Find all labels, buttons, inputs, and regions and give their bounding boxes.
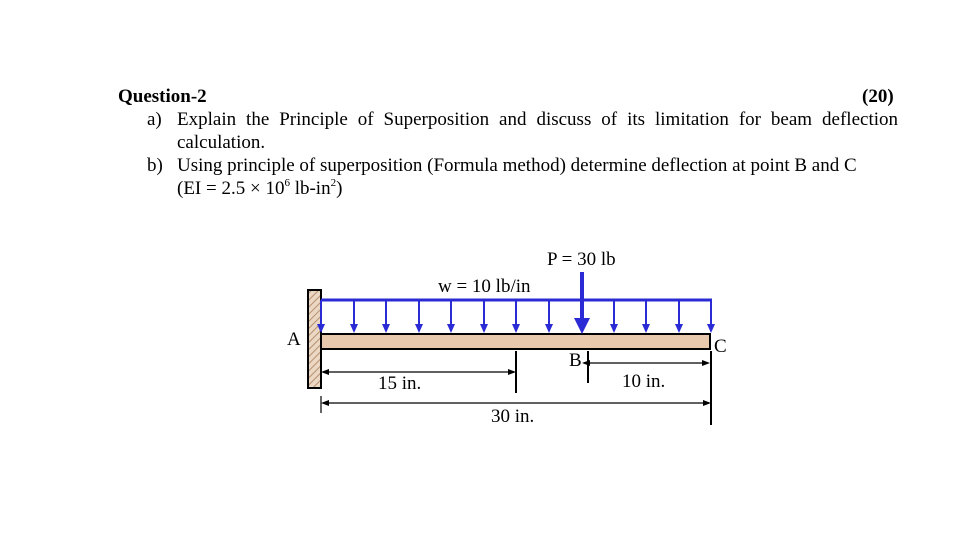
dim-arrowhead [508, 369, 516, 375]
question-title: Question-2 [118, 86, 207, 107]
distributed-load-arrowhead [415, 324, 423, 333]
point-load-arrowhead [574, 318, 590, 334]
distributed-load-arrowhead [610, 324, 618, 333]
distributed-load-arrowhead [545, 324, 553, 333]
distributed-load-arrowhead [350, 324, 358, 333]
load-p-label: P = 30 lb [547, 249, 616, 270]
part-b-label: b) [147, 155, 163, 176]
distributed-load-arrowhead [642, 324, 650, 333]
distributed-load-arrowhead [382, 324, 390, 333]
dim-ab-label: 15 in. [378, 373, 422, 394]
part-b-text-line1: Using principle of superposition (Formula method) determine deflection at point B and C [177, 155, 857, 176]
point-a-label: A [287, 329, 301, 350]
part-a-text-line2: calculation. [177, 132, 266, 153]
distributed-load-arrows [317, 300, 715, 333]
dim-bc-label: 10 in. [622, 371, 666, 392]
dim-arrowhead [703, 400, 711, 406]
dim-total-label: 30 in. [491, 406, 535, 427]
distributed-load-arrowhead [707, 324, 715, 333]
part-a-text-line1: Explain the Principle of Superposition and discuss of its limitation for beam deflection [177, 109, 898, 130]
distributed-load-arrowhead [512, 324, 520, 333]
part-a-label: a) [147, 109, 162, 130]
point-b-label: B [569, 350, 582, 371]
point-c-label: C [714, 336, 727, 357]
load-w-label: w = 10 lb/in [438, 276, 531, 297]
ei-unit-exponent: 2 [330, 177, 337, 189]
question-marks: (20) [862, 86, 894, 107]
distributed-load-arrowhead [447, 324, 455, 333]
ei-suffix: ) [336, 178, 343, 199]
dim-arrowhead [321, 400, 329, 406]
beam [321, 334, 710, 349]
distributed-load-arrowhead [675, 324, 683, 333]
ei-unit: lb-in [289, 178, 331, 199]
fixed-support-wall [308, 290, 321, 388]
ei-exponent: 6 [284, 177, 290, 189]
ei-prefix: (EI = 2.5 × 10 [177, 178, 285, 199]
dim-arrowhead [321, 369, 329, 375]
dim-arrowhead [702, 360, 710, 366]
distributed-load-arrowhead [480, 324, 488, 333]
